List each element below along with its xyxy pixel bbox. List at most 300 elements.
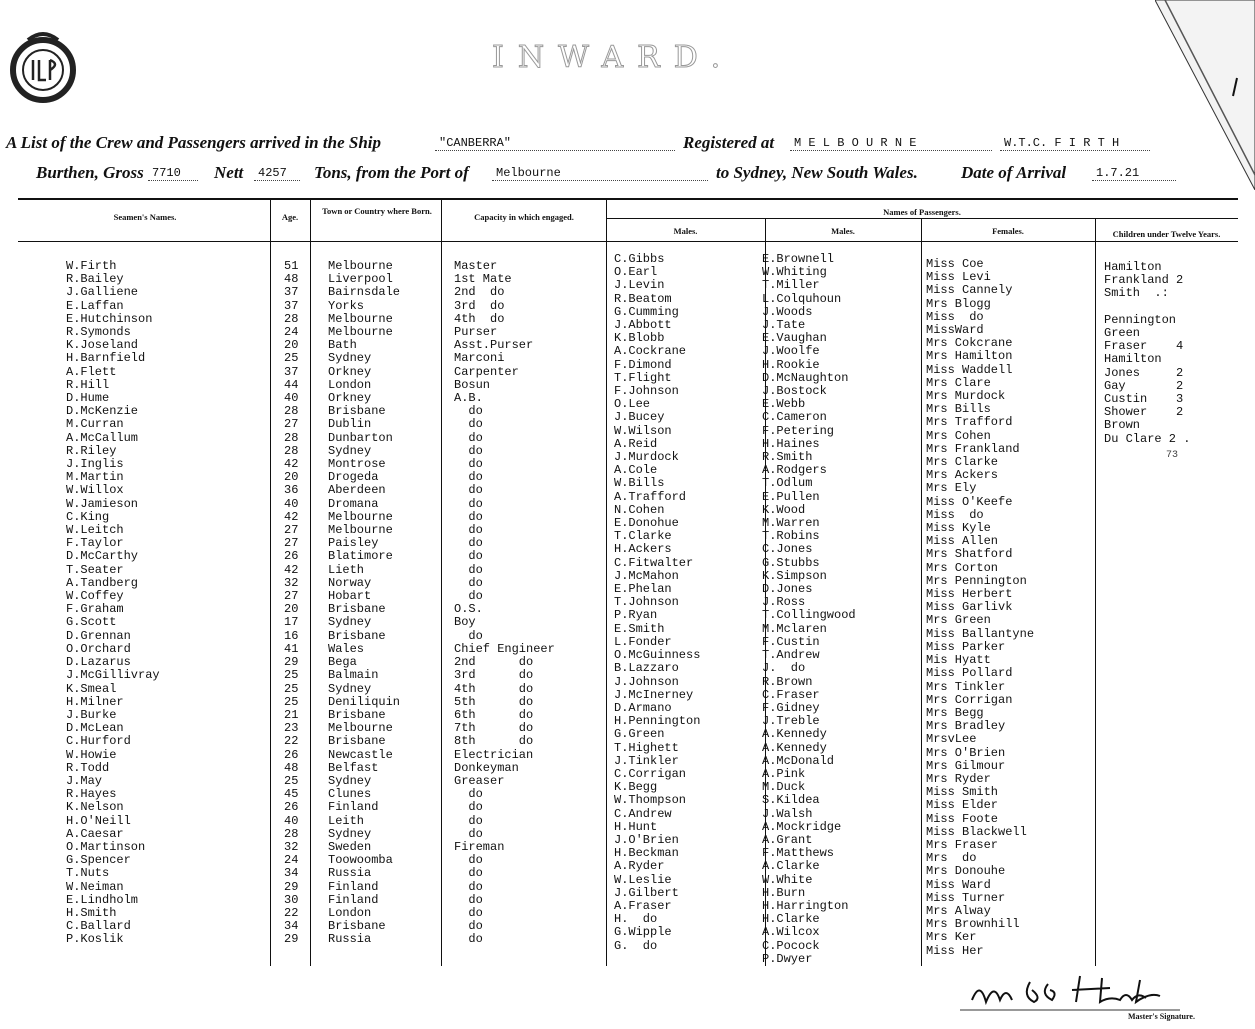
female-passenger: Miss Ballantyne — [926, 626, 1035, 641]
male-passenger: H.Pennington — [614, 714, 701, 729]
male-passenger: A.Reid — [614, 436, 658, 451]
male-passenger: W.Wilson — [614, 423, 672, 438]
crew-birthplace: Melbourne — [328, 523, 393, 538]
ship-name: "CANBERRA" — [435, 136, 675, 151]
male-passenger: C.Pocock — [762, 938, 820, 953]
crew-name: R.Hayes — [66, 787, 117, 802]
crew-name: D.McCarthy — [66, 549, 139, 564]
crew-birthplace: Hobart — [328, 589, 372, 604]
nett-label: Nett — [214, 163, 244, 182]
male-passenger: J.Abbott — [614, 318, 672, 333]
male-passenger: T.Flight — [614, 370, 672, 385]
crew-name: E.Laffan — [66, 298, 124, 313]
female-passenger: Mrs Bradley — [926, 719, 1006, 734]
male-passenger: P.Dwyer — [762, 951, 813, 966]
male-passenger: D.McNaughton — [762, 370, 849, 385]
crew-capacity: do — [454, 404, 483, 419]
crew-capacity: do — [454, 589, 483, 604]
crew-name: C.Ballard — [66, 919, 131, 934]
female-passenger: Mrs Donouhe — [926, 864, 1006, 879]
male-passenger: F.Petering — [762, 423, 835, 438]
male-passenger: J.Tinkler — [614, 753, 679, 768]
male-passenger: E.Phelan — [614, 582, 672, 597]
female-passenger: Miss Smith — [926, 785, 999, 800]
female-passenger: Mrs Trafford — [926, 415, 1013, 430]
crew-birthplace: Leith — [328, 813, 365, 828]
female-passenger: Mrs Shatford — [926, 547, 1013, 562]
female-passenger: Miss Elder — [926, 798, 999, 813]
crew-birthplace: Russia — [328, 932, 372, 947]
child-passenger: Frankland 2 — [1104, 273, 1184, 288]
crew-age: 44 — [284, 377, 299, 392]
crew-capacity: do — [454, 523, 483, 538]
male-passenger: J.Bucey — [614, 410, 665, 425]
crew-birthplace: Brisbane — [328, 707, 386, 722]
male-passenger: B.Lazzaro — [614, 661, 679, 676]
child-passenger: Hamilton — [1104, 352, 1162, 367]
crew-birthplace: Sydney — [328, 443, 372, 458]
female-passenger: Mrs Begg — [926, 705, 984, 720]
females-heading: Females. — [992, 226, 1024, 236]
female-passenger: Miss Pollard — [926, 666, 1013, 681]
crew-name: A.Caesar — [66, 826, 124, 841]
crew-capacity: do — [454, 536, 483, 551]
male-passenger: A.Mockridge — [762, 819, 842, 834]
arrival-date: 1.7.21 — [1092, 166, 1176, 181]
destination-label: to Sydney, New South Wales. — [716, 163, 918, 182]
crew-age: 26 — [284, 800, 299, 815]
male-passenger: A.Rodgers — [762, 463, 827, 478]
crew-age: 48 — [284, 272, 299, 287]
owner-name: W.T.C. F I R T H — [1000, 136, 1150, 151]
male-passenger: M.Duck — [762, 780, 806, 795]
crew-name: W.Howie — [66, 747, 117, 762]
crew-capacity: Fireman — [454, 839, 505, 854]
crew-capacity: A.B. — [454, 391, 483, 406]
male-passenger: W.Thompson — [614, 793, 687, 808]
crew-capacity: do — [454, 866, 483, 881]
female-passenger: Mrs Corrigan — [926, 692, 1013, 707]
crew-age: 40 — [284, 391, 299, 406]
child-passenger: Gay 2 — [1104, 378, 1184, 393]
male-passenger: G.Cumming — [614, 304, 679, 319]
male-passenger: C.Cameron — [762, 410, 827, 425]
male-passenger: T.Robins — [762, 529, 820, 544]
crew-name: J.Inglis — [66, 457, 124, 472]
crew-name: H.O'Neill — [66, 813, 131, 828]
crew-birthplace: Sweden — [328, 839, 372, 854]
male-passenger: A.McDonald — [762, 753, 835, 768]
male-passenger: W.Leslie — [614, 872, 672, 887]
crew-birthplace: Russia — [328, 866, 372, 881]
female-passenger: Miss Ward — [926, 877, 991, 892]
crew-age: 40 — [284, 496, 299, 511]
crew-name: W.Coffey — [66, 589, 124, 604]
crew-age: 23 — [284, 721, 299, 736]
female-passenger: Mrs Ely — [926, 481, 977, 496]
crew-ages-column — [284, 260, 298, 947]
crew-birthplace: Brisbane — [328, 628, 386, 643]
crew-name: W.Firth — [66, 259, 117, 273]
crew-name: R.Hill — [66, 377, 110, 392]
crew-capacity: Boy — [454, 615, 476, 630]
crew-birthplace: Sydney — [328, 351, 372, 366]
crew-name: D.Lazarus — [66, 655, 131, 670]
crew-age: 26 — [284, 549, 299, 564]
crew-name: A.Flett — [66, 364, 117, 379]
crew-name: D.McKenzie — [66, 404, 139, 419]
female-passenger: Mrs Blogg — [926, 296, 991, 311]
male-passenger: R.Beatom — [614, 291, 672, 306]
female-passenger: Miss Cannely — [926, 283, 1013, 298]
male-passenger: C.Andrew — [614, 806, 672, 821]
passengers-heading: Names of Passengers. — [883, 207, 961, 217]
male-passenger: H.Harrington — [762, 898, 849, 913]
crew-capacity: do — [454, 787, 483, 802]
crew-birthplace: Lieth — [328, 562, 365, 577]
children-total: 73 — [1166, 450, 1179, 461]
crew-birthplace: Montrose — [328, 457, 386, 472]
crew-birthplace: Liverpool — [328, 272, 393, 287]
crew-birthplace: London — [328, 905, 372, 920]
male-passenger: H. do — [614, 912, 658, 927]
crew-capacity: do — [454, 800, 483, 815]
crew-age: 34 — [284, 919, 299, 934]
male-passenger: O.Earl — [614, 265, 658, 280]
male-passenger: D.Jones — [762, 582, 813, 597]
male-passenger: J.Ross — [762, 595, 806, 610]
male-passenger: C.Fitwalter — [614, 555, 694, 570]
children-heading: Children under Twelve Years. — [1112, 229, 1221, 239]
burthen-label: Burthen, Gross — [36, 163, 144, 182]
male-passenger: T.Highett — [614, 740, 679, 755]
crew-birthplace: Sydney — [328, 826, 372, 841]
column-divider — [1095, 219, 1096, 966]
male-passenger: W.Whiting — [762, 265, 827, 280]
female-passenger: Mrs Ker — [926, 930, 977, 945]
male-passenger: E.Webb — [762, 397, 806, 412]
shipping-company-seal-icon — [6, 26, 80, 104]
male-passenger: A.Clarke — [762, 859, 820, 874]
from-port: Melbourne — [492, 166, 708, 181]
nett-tonnage: 4257 — [254, 166, 300, 181]
crew-capacity: do — [454, 919, 483, 934]
male-passenger: W.White — [762, 872, 813, 887]
crew-name: C.Hurford — [66, 734, 131, 749]
female-passenger: Mrs Clare — [926, 375, 991, 390]
female-passenger: Miss Garlivk — [926, 600, 1013, 615]
crew-birthplace: Melbourne — [328, 509, 393, 524]
crew-age: 29 — [284, 932, 299, 947]
female-passenger: Mrs Cohen — [926, 428, 991, 443]
crew-birthplace: Blatimore — [328, 549, 393, 564]
master-signature-label: Master's Signature. — [1128, 1012, 1195, 1021]
crew-age: 16 — [284, 628, 299, 643]
male-passenger: G. do — [614, 938, 658, 953]
male-passenger: J.Murdock — [614, 450, 679, 465]
female-passenger: Miss do — [926, 507, 984, 522]
crew-capacity: do — [454, 813, 483, 828]
female-passenger: Miss Levi — [926, 270, 991, 285]
crew-birthplace: Aberdeen — [328, 483, 386, 498]
seamen-names-heading: Seamen's Names. — [113, 212, 177, 222]
crew-capacity-column — [454, 260, 555, 947]
male-passenger: A.Cole — [614, 463, 658, 478]
crew-age: 28 — [284, 404, 299, 419]
crew-name: H.Barnfield — [66, 351, 146, 366]
crew-age: 20 — [284, 470, 299, 485]
crew-birthplace: Newcastle — [328, 747, 393, 762]
male-passenger: A.Wilcox — [762, 925, 820, 940]
male-passenger: M.Mclaren — [762, 621, 827, 636]
female-passenger: Mrs Pennington — [926, 573, 1027, 588]
female-passenger: Miss do — [926, 309, 984, 324]
crew-name: W.Jamieson — [66, 496, 139, 511]
child-passenger: Shower 2 — [1104, 405, 1184, 420]
male-passenger: H.Clarke — [762, 912, 820, 927]
crew-birthplace: Yorks — [328, 298, 365, 313]
male-passenger: F.Gidney — [762, 700, 820, 715]
crew-name: A.McCallum — [66, 430, 139, 445]
female-passenger: Miss Coe — [926, 257, 984, 271]
male-passenger: E.Brownell — [762, 252, 835, 266]
male-passenger: H.Haines — [762, 436, 820, 451]
crew-capacity: Carpenter — [454, 364, 519, 379]
male-passenger: T.Odlum — [762, 476, 813, 491]
column-divider — [921, 219, 922, 966]
crew-birthplace: Sydney — [328, 773, 372, 788]
male-passenger: A.Trafford — [614, 489, 687, 504]
crew-capacity: do — [454, 483, 483, 498]
male-passenger: L.Colquhoun — [762, 291, 842, 306]
child-passenger: Du Clare 2 . — [1104, 431, 1191, 446]
crew-name: W.Neiman — [66, 879, 124, 894]
crew-age: 28 — [284, 430, 299, 445]
crew-age: 48 — [284, 760, 299, 775]
crew-age: 37 — [284, 298, 299, 313]
male-passenger: O.McGuinness — [614, 648, 701, 663]
registered-label: Registered at — [683, 133, 775, 152]
crew-name: R.Riley — [66, 443, 117, 458]
crew-capacity: do — [454, 932, 483, 947]
crew-age: 28 — [284, 311, 299, 326]
crew-name: A.Tandberg — [66, 575, 139, 590]
crew-age: 25 — [284, 681, 299, 696]
crew-age: 27 — [284, 417, 299, 432]
crew-birthplace: Melbourne — [328, 325, 393, 340]
crew-age: 36 — [284, 483, 299, 498]
female-passenger: Miss O'Keefe — [926, 494, 1013, 509]
female-passenger: Mrs Hamilton — [926, 349, 1013, 364]
male-passenger: J.Treble — [762, 714, 820, 729]
crew-birthplace: Finland — [328, 879, 379, 894]
crew-age: 28 — [284, 826, 299, 841]
crew-age: 25 — [284, 351, 299, 366]
female-passenger: Mrs Murdock — [926, 389, 1006, 404]
crew-capacity: do — [454, 575, 483, 590]
female-passengers-column — [926, 258, 1034, 958]
crew-birthplace: Melbourne — [328, 311, 393, 326]
female-passenger: Miss Her — [926, 943, 984, 958]
crew-birthplace: Finland — [328, 800, 379, 815]
male-passenger: O.Lee — [614, 397, 651, 412]
crew-capacity: Bosun — [454, 377, 491, 392]
crew-capacity: do — [454, 628, 483, 643]
master-signature-icon — [960, 970, 1190, 1015]
crew-name: F.Taylor — [66, 536, 124, 551]
male-passenger: R.Smith — [762, 450, 813, 465]
crew-age: 25 — [284, 668, 299, 683]
child-passenger — [1104, 301, 1190, 314]
crew-name: D.Grennan — [66, 628, 131, 643]
crew-capacity: do — [454, 470, 483, 485]
male-passenger: K.Simpson — [762, 568, 827, 583]
child-passenger: Smith .: — [1104, 286, 1169, 301]
female-passenger: Mrs Clarke — [926, 455, 999, 470]
female-passenger: Miss Herbert — [926, 587, 1013, 602]
male-passenger: J.McInerney — [614, 687, 694, 702]
female-passenger: Mrs Green — [926, 613, 991, 628]
female-passenger: Mrs Gilmour — [926, 758, 1006, 773]
crew-name: J.May — [66, 773, 103, 788]
list-heading-label: A List of the Crew and Passengers arrived in the Ship — [6, 133, 381, 152]
male-passenger: E.Donohue — [614, 516, 679, 531]
crew-name: G.Scott — [66, 615, 117, 630]
crew-name: T.Nuts — [66, 866, 110, 881]
child-passenger: Brown — [1104, 418, 1141, 433]
males-heading: Males. — [831, 226, 855, 236]
crew-capacity: Master — [454, 259, 498, 273]
female-passenger: Mrs Cokcrane — [926, 336, 1013, 351]
crew-age: 22 — [284, 905, 299, 920]
crew-birthplace: Wales — [328, 641, 365, 656]
crew-birthplace: Brisbane — [328, 404, 386, 419]
crew-age: 24 — [284, 325, 299, 340]
column-divider — [606, 198, 607, 966]
male-passenger: H.Burn — [762, 885, 806, 900]
male-passenger: C.Fraser — [762, 687, 820, 702]
table-header-rule — [18, 241, 1238, 242]
crew-capacity: 3rd do — [454, 668, 534, 683]
crew-birthplace: London — [328, 377, 372, 392]
crew-age: 20 — [284, 338, 299, 353]
female-passenger: Mrs Bills — [926, 402, 991, 417]
crew-age: 37 — [284, 285, 299, 300]
crew-birthplace: Clunes — [328, 787, 372, 802]
crew-age: 42 — [284, 457, 299, 472]
crew-name: J.McGillivray — [66, 668, 160, 683]
crew-age: 41 — [284, 641, 299, 656]
crew-capacity: Greaser — [454, 773, 505, 788]
male-passenger: T.Johnson — [614, 595, 679, 610]
crew-name: K.Joseland — [66, 338, 139, 353]
column-divider — [270, 198, 271, 966]
crew-birthplace: Paisley — [328, 536, 379, 551]
crew-birthplace: Sydney — [328, 681, 372, 696]
crew-capacity: 4th do — [454, 681, 534, 696]
crew-age: 32 — [284, 839, 299, 854]
crew-age: 29 — [284, 879, 299, 894]
crew-birthplace: Brisbane — [328, 602, 386, 617]
male-passenger: F.Matthews — [762, 846, 835, 861]
crew-age: 27 — [284, 589, 299, 604]
male-passenger: F.Johnson — [614, 384, 679, 399]
crew-name: D.Hume — [66, 391, 110, 406]
crew-age: 21 — [284, 707, 299, 722]
crew-capacity: do — [454, 892, 483, 907]
crew-birthplace: Brisbane — [328, 734, 386, 749]
crew-birthplace: Drogeda — [328, 470, 379, 485]
male-passenger: R.Brown — [762, 674, 813, 689]
crew-birthplace: Belfast — [328, 760, 379, 775]
birthplace-heading: Town or Country where Born. — [322, 206, 432, 216]
crew-capacity: do — [454, 562, 483, 577]
male-passengers-column-2 — [762, 253, 856, 966]
male-passenger: H.Ackers — [614, 542, 672, 557]
male-passenger: C.Gibbs — [614, 252, 665, 266]
crew-name: O.Orchard — [66, 641, 131, 656]
crew-names-column — [66, 260, 160, 947]
female-passenger: Mrs O'Brien — [926, 745, 1006, 760]
female-passenger: Mrs Fraser — [926, 837, 999, 852]
male-passenger: D.Armano — [614, 700, 672, 715]
male-passenger: C.Corrigan — [614, 766, 687, 781]
male-passenger: T.Collingwood — [762, 608, 856, 623]
crew-age: 17 — [284, 615, 299, 630]
male-passenger: A.Grant — [762, 832, 813, 847]
male-passenger: F.Custin — [762, 634, 820, 649]
male-passenger: J.Woods — [762, 304, 813, 319]
male-passenger: G.Wipple — [614, 925, 672, 940]
crew-birthplace: Deniliquin — [328, 694, 401, 709]
child-passenger: Pennington — [1104, 312, 1177, 327]
child-passenger: Custin 3 — [1104, 392, 1184, 407]
crew-capacity: Electrician — [454, 747, 534, 762]
crew-name: C.King — [66, 509, 110, 524]
crew-age: 27 — [284, 523, 299, 538]
crew-birthplace: Sydney — [328, 615, 372, 630]
male-passenger: T.Clarke — [614, 529, 672, 544]
crew-capacity: do — [454, 443, 483, 458]
male-passenger: G.Green — [614, 727, 665, 742]
crew-capacity: 8th do — [454, 734, 534, 749]
male-passenger: J.McMahon — [614, 568, 679, 583]
crew-birthplace: Toowoomba — [328, 853, 393, 868]
crew-capacity: Donkeyman — [454, 760, 519, 775]
female-passenger: Mrs Corton — [926, 560, 999, 575]
male-passenger: H.Hunt — [614, 819, 658, 834]
female-passenger: Mis Hyatt — [926, 653, 991, 668]
male-passenger: H.Beckman — [614, 846, 679, 861]
crew-age: 28 — [284, 443, 299, 458]
crew-age: 24 — [284, 853, 299, 868]
crew-birthplace: Brisbane — [328, 919, 386, 934]
male-passenger: T.Miller — [762, 278, 820, 293]
female-passenger: Mrs Ackers — [926, 468, 999, 483]
male-passenger: J.O'Brien — [614, 832, 679, 847]
male-passenger: A.Pink — [762, 766, 806, 781]
crew-name: H.Milner — [66, 694, 124, 709]
crew-name: G.Spencer — [66, 853, 131, 868]
crew-capacity: Asst.Purser — [454, 338, 534, 353]
capacity-heading: Capacity in which engaged. — [474, 212, 574, 222]
crew-name: E.Lindholm — [66, 892, 139, 907]
crew-birthplace-column — [328, 260, 400, 947]
male-passenger: A.Ryder — [614, 859, 665, 874]
crew-age: 51 — [284, 259, 299, 273]
children-column — [1104, 261, 1190, 446]
crew-capacity: do — [454, 826, 483, 841]
